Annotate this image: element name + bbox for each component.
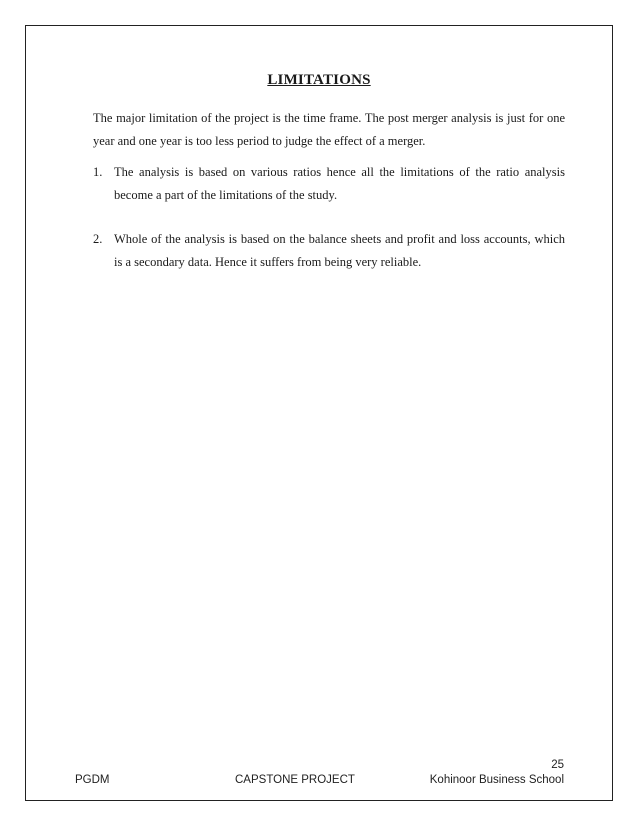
page-number: 25 bbox=[551, 759, 564, 771]
list-item-text: Whole of the analysis is based on the balance sheets and profit and loss accounts, which is a secondary data. Hence it suffers from being very reliable. bbox=[114, 232, 565, 269]
list-item-text: The analysis is based on various ratios hence all the limitations of the ratio analysis become a part of the limitations of the study. bbox=[114, 165, 565, 202]
page-heading: LIMITATIONS bbox=[267, 72, 371, 88]
list-item bbox=[93, 228, 565, 274]
footer-program: PGDM bbox=[75, 774, 110, 786]
list-item bbox=[93, 161, 565, 207]
intro-paragraph: The major limitation of the project is the time frame. The post merger analysis is just for one year and one year is too less period to judge the effect of a merger. bbox=[93, 111, 565, 148]
footer-project: CAPSTONE PROJECT bbox=[235, 774, 355, 786]
footer-school: Kohinoor Business School bbox=[429, 774, 564, 786]
list-item-number: 2. bbox=[93, 232, 103, 246]
list-item-number: 1. bbox=[93, 165, 103, 179]
